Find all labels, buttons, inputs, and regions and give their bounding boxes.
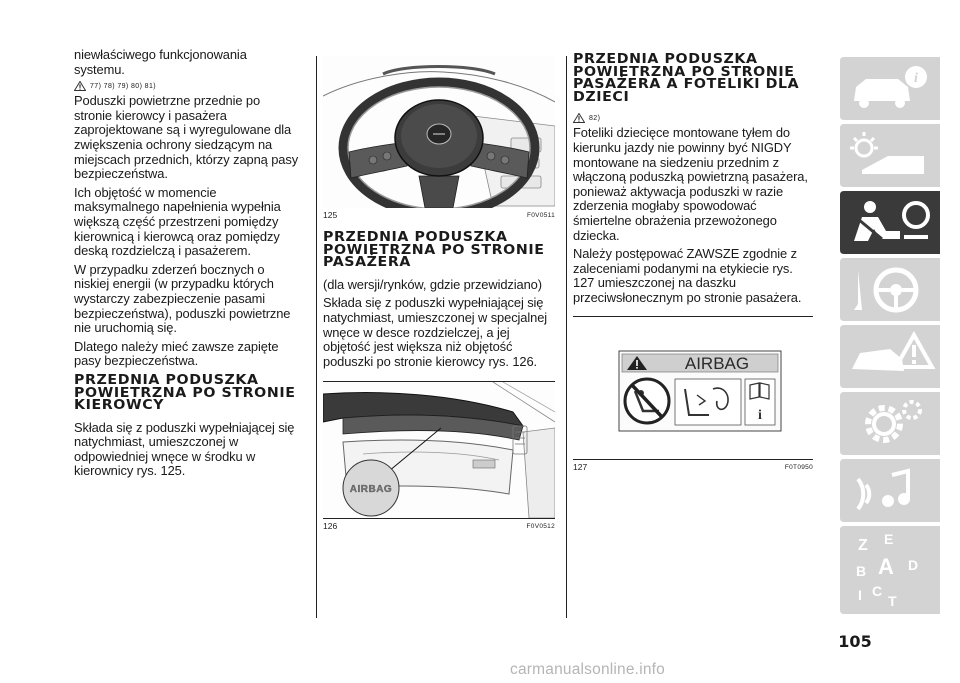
column-divider: [566, 56, 567, 618]
column-right: [573, 54, 813, 472]
paragraph: Składa się z poduszki wypełniającej się natychmiast, umieszczonej w specjalnej wnęce w desce rozdzielczej, a jej objętość jest większa niż objętość poduszki po stronie kierowcy rys. 126.: [323, 295, 548, 369]
tab-emergency[interactable]: [828, 325, 940, 388]
warning-triangle-icon: [573, 113, 585, 123]
paragraph: (dla wersji/rynków, gdzie przewidziano): [323, 276, 542, 292]
tab-multimedia[interactable]: [828, 459, 940, 522]
column-middle: [323, 56, 555, 531]
tab-car-info[interactable]: [828, 57, 940, 120]
figure-number: 127: [573, 461, 588, 472]
figure-number: 125: [323, 210, 338, 220]
figure-caption: [573, 462, 813, 472]
paragraph: Foteliki dziecięce montowane tyłem do kierunku jazdy nie powinny być NIGDY montowane na siedzeniu przednim z włączoną poduszką powietrzną pasażera, ponieważ aktywacja poduszki w razie zderzenia mogłaby spowodować śmiertelne obrażenia przewożonego dziecka.: [573, 125, 808, 243]
section-heading: PRZEDNIA PODUSZKA POWIETRZNA PO STRONIE PASAŻERA A FOTELIKI DLA DZIECI: [573, 52, 800, 105]
passenger-airbag-illustration: [323, 382, 555, 518]
svg-text:E: E: [884, 531, 894, 547]
figure-code: F0V0511: [527, 212, 555, 219]
column-left: [74, 48, 300, 483]
paragraph: Składa się z poduszki wypełniającej się natychmiast, umieszczonej w odpowiedniej wnęce w środku w kierownicy rys. 125.: [74, 419, 295, 479]
figure-passenger-dashboard: [323, 381, 555, 519]
figure-code: F0T0950: [784, 463, 813, 471]
figure-caption: [323, 210, 555, 220]
steering-wheel-illustration: [323, 56, 555, 208]
paragraph: Dlatego należy mieć zawsze zapięte pasy bezpieczeństwa.: [74, 338, 279, 369]
svg-text:i: i: [758, 407, 762, 423]
svg-text:A: A: [878, 554, 894, 579]
music-phone-icon: [828, 459, 940, 522]
tab-dashboard-lights[interactable]: [828, 124, 940, 187]
figure-steering-wheel: [323, 56, 555, 208]
svg-text:B: B: [856, 563, 867, 579]
airbag-label-text: AIRBAG: [349, 484, 393, 496]
car-info-icon: [828, 57, 940, 120]
dashboard-lights-icon: [828, 124, 940, 187]
figure-code: F0V0512: [526, 523, 555, 531]
paragraph: Poduszki powietrzne przednie po stronie kierowcy i pasażera zaprojektowane są i wyregulowane dla zwiększenia ochrony siedzącym na miejscach przednich, którzy zapną pasy bezpieczeństwa.: [74, 93, 299, 182]
warning-references: [573, 113, 813, 123]
seatbelt-airbag-icon: [828, 191, 940, 254]
warning-crash-icon: [828, 325, 940, 388]
page-number: 105: [838, 632, 872, 651]
warning-triangle-icon: [74, 81, 86, 91]
steering-wheel-icon: [828, 258, 940, 321]
section-heading: PRZEDNIA PODUSZKA POWIETRZNA PO STRONIE KIEROWCY: [74, 373, 296, 413]
paragraph: Należy postępować ZAWSZE zgodnie z zaleceniami podanymi na etykiecie rys. 127 umieszczonej na daszku przeciwsłonecznym po stronie pasażera.: [573, 246, 802, 305]
svg-text:I: I: [858, 587, 862, 603]
figure-number: 126: [323, 521, 338, 532]
figure-caption: [323, 521, 555, 531]
airbag-warning-label-illustration: [573, 317, 813, 459]
svg-text:Z: Z: [858, 537, 868, 554]
airbag-label-title: AIRBAG: [684, 353, 750, 373]
section-heading: PRZEDNIA PODUSZKA POWIETRZNA PO STRONIE PASAŻERA: [323, 230, 545, 270]
column-divider: [316, 56, 317, 618]
alphabet-index-icon: [828, 526, 940, 614]
warning-refs-text: 82): [589, 114, 601, 122]
paragraph: W przypadku zderzeń bocznych o niskiej energii (w przypadku których wystarczy zabezpieczenie pasami bezpieczeństwa), poduszki powietrzne nie uruchomią się.: [74, 261, 291, 336]
figure-airbag-label: [573, 316, 813, 460]
svg-text:i: i: [914, 71, 918, 86]
tab-safety[interactable]: [828, 191, 940, 254]
tab-index[interactable]: [828, 526, 940, 609]
tab-maintenance[interactable]: [828, 392, 940, 455]
paragraph: niewłaściwego funkcjonowania systemu.: [74, 47, 247, 77]
svg-text:C: C: [872, 583, 883, 599]
warning-refs-text: 77) 78) 79) 80) 81): [90, 82, 156, 90]
warning-references: [74, 81, 300, 91]
paragraph: Ich objętość w momencie maksymalnego napełnienia wypełnia większą część przestrzeni pomiędzy kierownicą i kierowcą oraz pomiędzy deską rozdzielczą i pasażerem.: [74, 184, 281, 259]
svg-text:D: D: [908, 557, 919, 573]
svg-text:T: T: [888, 593, 897, 609]
watermark-link[interactable]: carmanualsonline.info: [510, 661, 665, 678]
tab-start-driving[interactable]: [828, 258, 940, 321]
gear-service-icon: [828, 392, 940, 455]
